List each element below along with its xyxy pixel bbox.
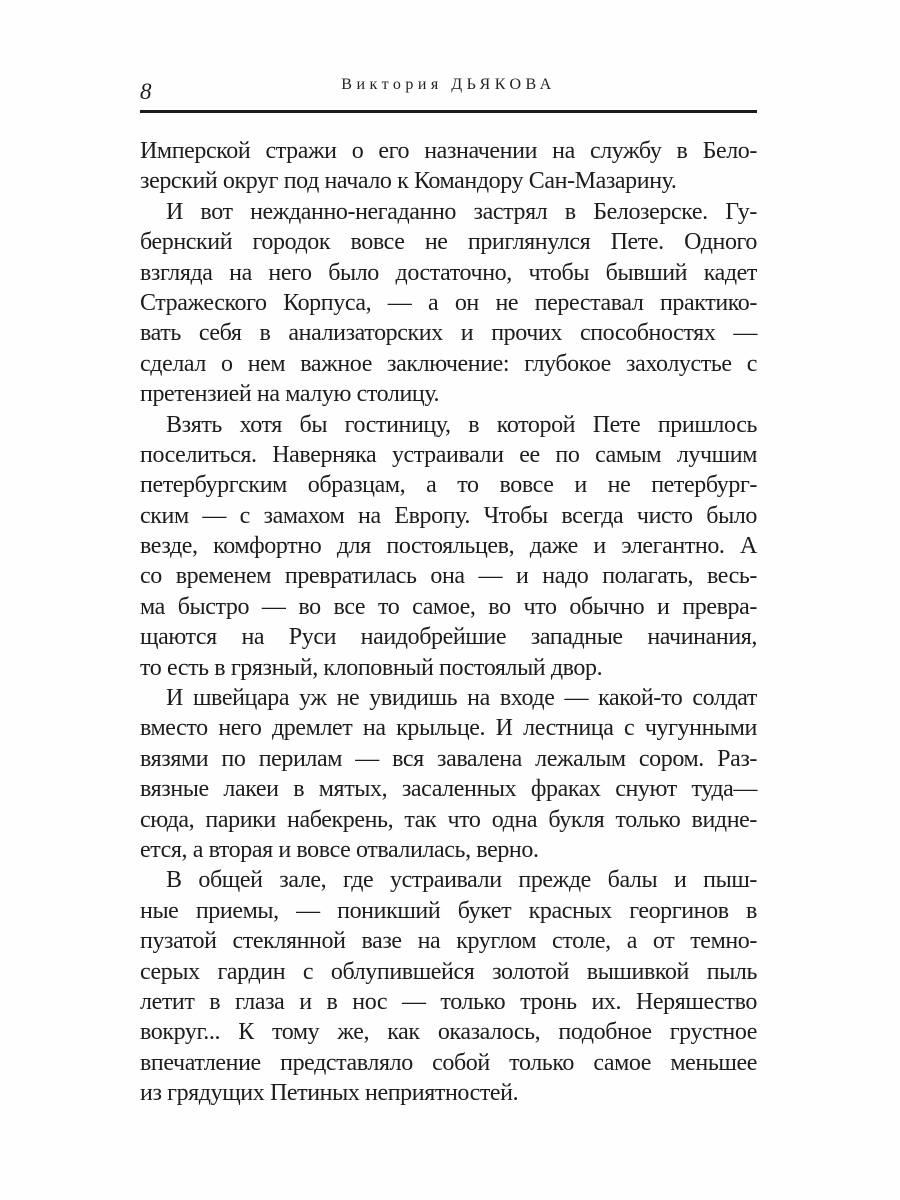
text-line: то есть в грязный, клоповный постоялый двор. bbox=[140, 654, 603, 681]
text-line: ским — с замахом на Европу. Чтобы всегда чисто было bbox=[140, 502, 757, 529]
text-line: везде, комфортно для постояльцев, даже и элегантно. А bbox=[140, 533, 757, 560]
text-line: сюда, парики набекрень, так что одна букля только видне- bbox=[140, 806, 757, 833]
text-line: петербургским образцам, а то вовсе и не петербург- bbox=[140, 472, 757, 499]
text-line: зерский округ под начало к Командору Сан-Мазарину. bbox=[140, 168, 677, 195]
text-line: взгляда на него было достаточно, чтобы бывший кадет bbox=[140, 259, 757, 286]
header-rule bbox=[140, 110, 757, 113]
page-number: 8 bbox=[140, 79, 152, 104]
text-line: поселиться. Наверняка устраивали ее по самым лучшим bbox=[140, 441, 757, 468]
paragraph bbox=[140, 865, 757, 1108]
text-line: впечатление представляло собой только самое меньшее bbox=[140, 1049, 757, 1076]
page-body bbox=[140, 136, 757, 1109]
text-line: И швейцара уж не увидишь на входе — какой-то солдат bbox=[166, 685, 757, 712]
paragraph bbox=[140, 410, 757, 684]
text-line: ма быстро — во все то самое, во что обычно и превра- bbox=[140, 593, 757, 620]
text-line: сделал о нем важное заключение: глубокое захолустье с bbox=[140, 350, 757, 377]
text-line: Имперской стражи о его назначении на службу в Бело- bbox=[140, 138, 757, 164]
text-line: пузатой стеклянной вазе на круглом столе, а от темно- bbox=[140, 928, 757, 955]
text-line: претензией на малую столицу. bbox=[140, 381, 440, 408]
text-line: вать себя в анализаторских и прочих способностях — bbox=[140, 320, 757, 347]
text-line: вязями по перилам — вся завалена лежалым сором. Раз- bbox=[140, 745, 757, 772]
text-line: бернский городок вовсе не приглянулся Пете. Одного bbox=[140, 229, 757, 256]
text-line: щаются на Руси наидобрейшие западные начинания, bbox=[140, 624, 757, 651]
text-line: летит в глаза и в нос — только тронь их. Неряшество bbox=[140, 988, 757, 1015]
text-line: со временем превратилась она — и надо полагать, весь- bbox=[140, 563, 757, 590]
running-head: Виктория ДЬЯКОВА bbox=[341, 76, 556, 93]
text-line: серых гардин с облупившейся золотой вышивкой пыль bbox=[140, 958, 757, 985]
text-line: вязные лакеи в мятых, засаленных фраках снуют туда— bbox=[140, 776, 757, 803]
text-line: вместо него дремлет на крыльце. И лестница с чугунными bbox=[140, 715, 757, 742]
text-line: ные приемы, — поникший букет красных георгинов в bbox=[140, 897, 757, 924]
text-line: из грядущих Петиных неприятностей. bbox=[140, 1080, 519, 1107]
text-line: Взять хотя бы гостиницу, в которой Пете пришлось bbox=[166, 411, 757, 438]
text-line: ется, а вторая и вовсе отвалилась, верно. bbox=[140, 836, 539, 863]
paragraph bbox=[140, 197, 757, 410]
text-line: Стражеского Корпуса, — а он не переставал практико- bbox=[140, 289, 757, 316]
paragraph bbox=[140, 683, 757, 865]
paragraph bbox=[140, 136, 757, 197]
text-line: вокруг... К тому же, как оказалось, подобное грустное bbox=[140, 1019, 757, 1046]
text-line: И вот нежданно-негаданно застрял в Белозерске. Гу- bbox=[166, 198, 757, 225]
text-line: В общей зале, где устраивали прежде балы и пыш- bbox=[166, 867, 757, 894]
